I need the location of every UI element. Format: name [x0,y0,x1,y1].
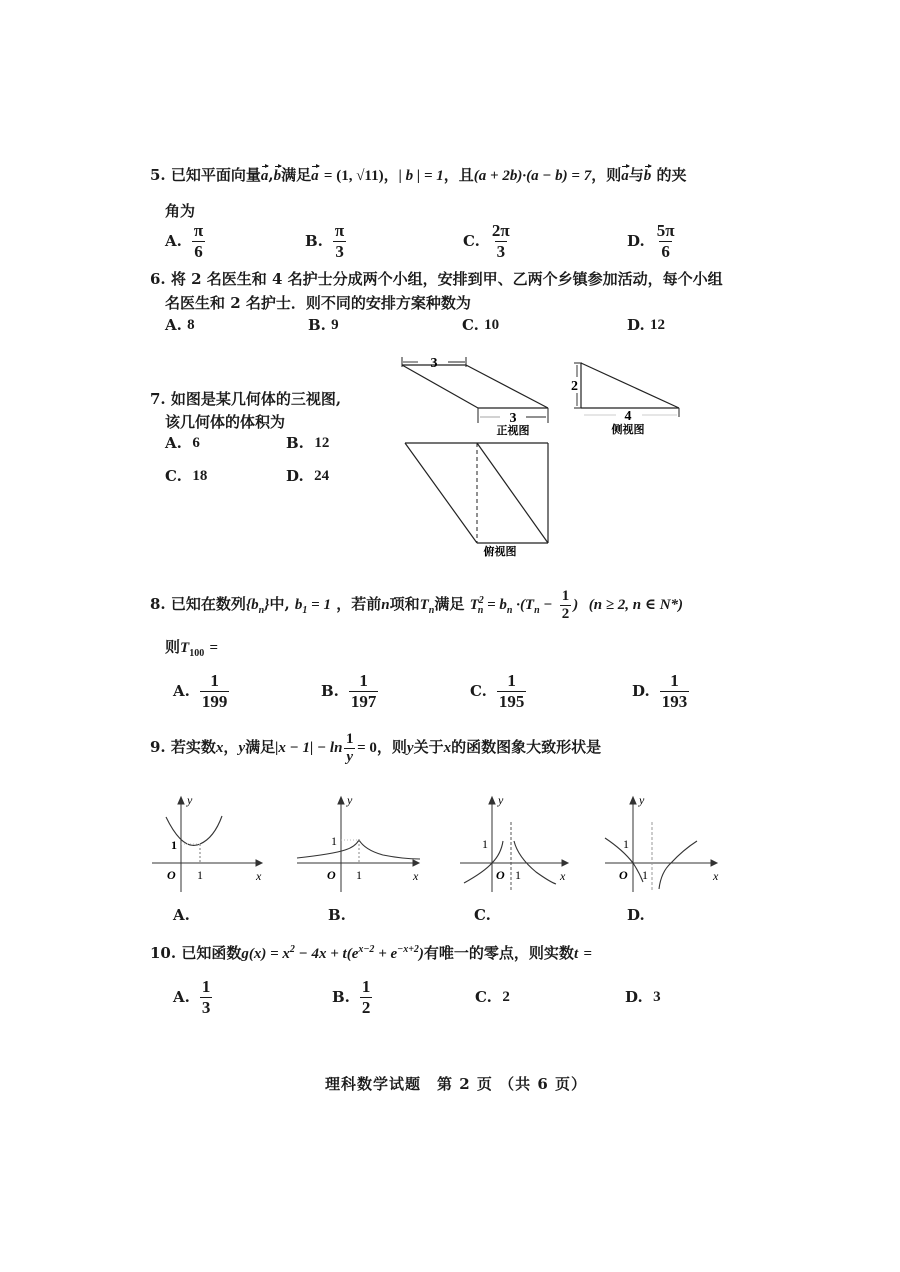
question-number: 8. [150,595,166,613]
question-number: 7. [150,390,166,408]
y-axis-arrow-icon [630,797,636,804]
x-axis-arrow-icon [256,860,262,866]
svg-text:x: x [413,869,419,883]
svg-text:1: 1 [331,834,337,848]
top-view-middle-diagonal [477,443,548,543]
q10-option-a[interactable]: A. $\frac{1}{3}$ [173,977,211,1017]
y-axis-arrow-icon [178,797,184,804]
question-8-line2: 则$T_{100}$ = [165,638,218,659]
side-view-label: 侧视图 [611,423,645,436]
top-view [405,443,548,543]
front-left-edge [402,365,478,408]
question-5-line2: 角为 [165,202,196,220]
q6-option-a[interactable]: A. 8 [165,316,195,334]
q8-option-a[interactable]: A. $\frac{1}{199}$ [173,671,228,711]
q6-option-b[interactable]: B. 9 [308,316,339,334]
front-bottom-dim: 3 [509,411,517,426]
question-8: 8. 已知在数列$\{b_n\}$中, $b_1 = 1$ ，若前n项和$T_n$满足 $T^2_n = b_n \cdot(T_n$ − $\frac{1}{2}$ ) (n ≥ 2, n ∈ N*) [150,588,684,622]
q8-option-b[interactable]: B. $\frac{1}{197}$ [321,671,377,711]
svg-text:y: y [347,793,353,807]
question-6-line2: 名医生和 2 名护士．则不同的安排方案种数为 [165,294,471,312]
q9-option-d[interactable]: D. [627,906,645,924]
q9-graph-b[interactable] [293,792,428,897]
svg-text:1: 1 [642,868,648,882]
q7-option-d[interactable]: D. 24 [286,467,330,485]
question-7: 7. 如图是某几何体的三视图, [150,390,342,408]
q10-option-b[interactable]: B. $\frac{1}{2}$ [332,977,371,1017]
svg-text:O: O [619,868,628,882]
side-width-dim: 4 [624,409,632,424]
q7-option-a[interactable]: A. 6 [165,434,200,452]
q8-option-d[interactable]: D. $\frac{1}{193}$ [632,671,688,711]
svg-text:O: O [496,868,505,882]
top-view-label: 俯视图 [483,545,517,558]
q5-option-c[interactable]: C. $\frac{2\pi}{3}$ [463,221,510,261]
svg-text:1: 1 [482,837,488,851]
q9-option-c[interactable]: C. [474,906,491,924]
svg-text:O: O [167,868,176,882]
q9-option-b[interactable]: B. [328,906,346,924]
svg-text:x: x [256,869,262,883]
front-view-label: 正视图 [496,424,530,437]
question-number: 5. [150,166,166,184]
q6-option-c[interactable]: C. 10 [462,316,500,334]
q9-graph-a[interactable] [148,792,268,897]
front-top-dim: 3 [430,356,438,371]
svg-text:1: 1 [197,868,203,882]
q7-option-c[interactable]: C. 18 [165,467,208,485]
x-axis-arrow-icon [413,860,419,866]
question-number: 6. [150,270,166,288]
question-10: 10. 已知函数$g(x) = x^2 - 4x + t(e^{x-2} + e^{-x+2})$有唯一的零点，则实数t = [150,944,592,962]
side-hypotenuse [581,363,679,408]
y-axis-arrow-icon [338,797,344,804]
question-7-line2: 该几何体的体积为 [165,413,286,431]
q5-option-d[interactable]: D. $\frac{5\pi}{6}$ [627,221,675,261]
svg-text:x: x [560,869,566,883]
svg-text:y: y [498,793,504,807]
q9-option-a[interactable]: A. [173,906,190,924]
svg-text:y: y [187,793,193,807]
svg-text:y: y [639,793,645,807]
top-view-left-diagonal [405,443,477,543]
q6-option-d[interactable]: D. 12 [627,316,665,334]
three-view-figure [390,345,700,560]
q9-graph-d[interactable] [601,792,726,897]
svg-text:1: 1 [623,837,629,851]
question-5: 5. 已知平面向量a,b满足a = (1, √11)，| b | = 1，且(a + 2b)·(a − b) = 7，则a与b 的夹 [150,166,687,184]
q10-option-c[interactable]: C. 2 [475,988,510,1006]
curve-right [659,841,697,889]
svg-text:1: 1 [171,838,177,852]
q5-option-b[interactable]: B. $\frac{\pi}{3}$ [305,221,345,261]
front-view [402,357,548,423]
q7-option-b[interactable]: B. 12 [286,434,330,452]
y-axis-arrow-icon [489,797,495,804]
q9-graph-c[interactable] [456,792,576,897]
q10-option-d[interactable]: D. 3 [625,988,661,1006]
front-right-edge [466,365,548,408]
question-6: 6. 将 2 名医生和 4 名护士分成两个小组，安排到甲、乙两个乡镇参加活动，每个小组 [150,270,723,288]
q5-option-a[interactable]: A. $\frac{\pi}{6}$ [165,221,204,261]
svg-text:1: 1 [515,868,521,882]
question-number: 9. [150,738,166,756]
x-axis-arrow-icon [562,860,568,866]
side-height-dim: 2 [571,379,578,394]
page-footer: 理科数学试题 第 2 页 （共 6 页） [325,1075,587,1093]
svg-text:1: 1 [356,868,362,882]
question-9: 9. 若实数x，y满足|x − 1| − ln $\frac{1}{y}$ = 0，则y关于x的函数图象大致形状是 [150,731,602,765]
svg-text:O: O [327,868,336,882]
svg-text:x: x [713,869,719,883]
x-axis-arrow-icon [711,860,717,866]
question-number: 10. [150,944,177,962]
q8-option-c[interactable]: C. $\frac{1}{195}$ [470,671,525,711]
